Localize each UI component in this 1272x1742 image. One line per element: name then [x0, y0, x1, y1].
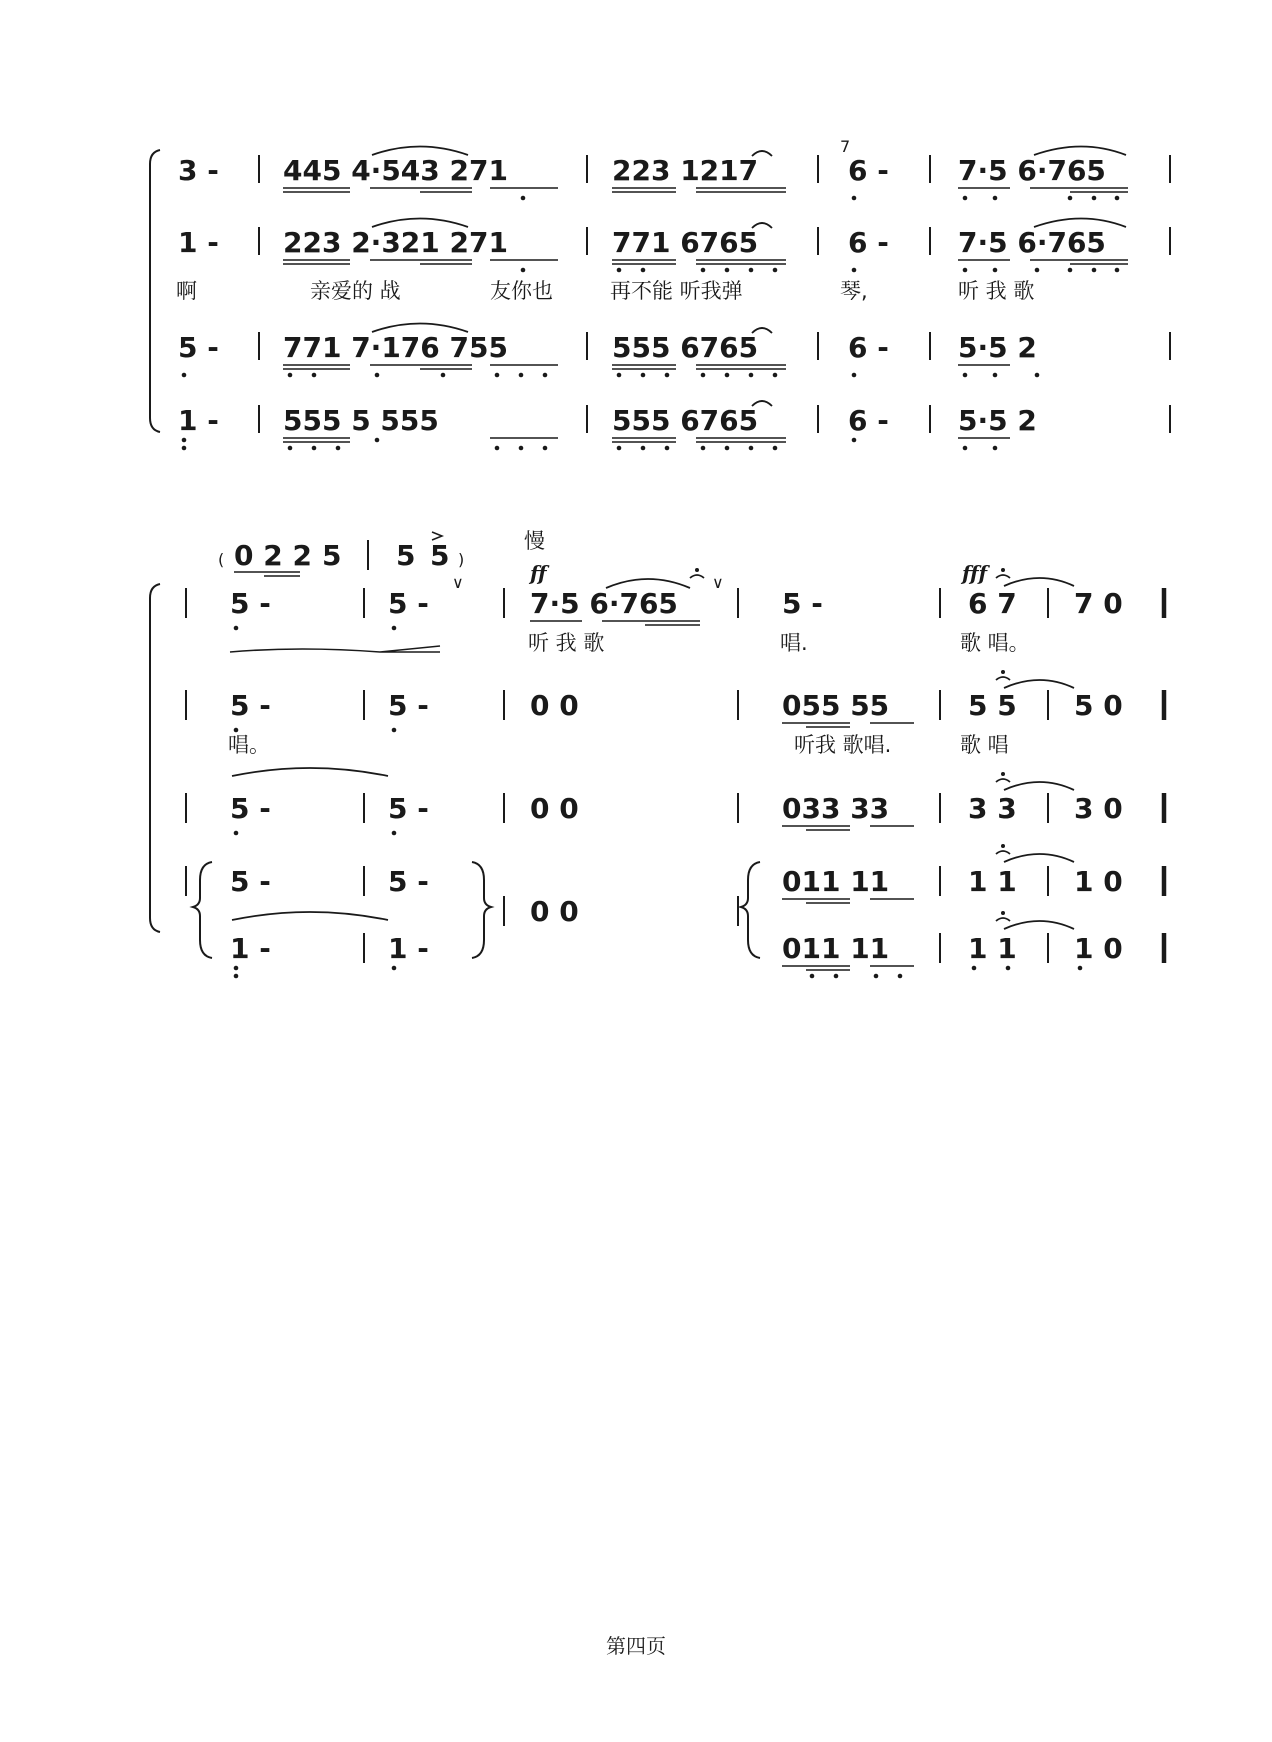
measure-1: 3 - — [178, 154, 219, 187]
measure-3: 7·5 6·765 — [530, 587, 678, 620]
lyrics-soprano-2 — [528, 631, 1030, 655]
cue-paren-open: ( — [218, 550, 225, 569]
slurs — [232, 851, 1074, 929]
measure-4: 055 55 — [782, 689, 890, 722]
cue-note-accent: 5 — [430, 539, 450, 572]
measure-3: 0 0 — [530, 792, 579, 825]
lyric: 歌 唱 — [960, 733, 1009, 757]
octave-dots — [182, 373, 1040, 378]
octave-dots — [234, 844, 1083, 978]
brace-right — [472, 862, 491, 958]
lyric: 再不能 听我弹 — [610, 279, 743, 303]
breath-mark: ∨ — [452, 573, 464, 592]
lyric: 歌 唱。 — [960, 631, 1030, 655]
lyrics-alto-2 — [228, 733, 1009, 757]
measure-1: 5 - — [230, 689, 271, 722]
measure-3: 555 6765 — [612, 404, 759, 437]
measure-3: 223 1217 — [612, 154, 759, 187]
underlines — [283, 260, 1128, 264]
measure-4: 011 11 — [782, 865, 890, 898]
octave-dots — [521, 268, 1120, 273]
measure-4-lower: 011 11 — [782, 932, 890, 965]
measure-1: 5 - — [230, 865, 271, 898]
measure-6-lower: 1 0 — [1074, 932, 1123, 965]
measure-6: 3 0 — [1074, 792, 1123, 825]
lyric: 听我 歌唱. — [794, 733, 892, 757]
cue-note: 5 — [322, 539, 342, 572]
measure-6: 5 0 — [1074, 689, 1123, 722]
measure-1: 1 - — [178, 404, 219, 437]
underlines — [782, 723, 914, 727]
measure-4: 6 - — [848, 154, 889, 187]
lyric: 听 我 歌 — [528, 631, 605, 655]
alto-staff-1 — [178, 219, 1128, 273]
measure-2-lower: 1 - — [388, 932, 429, 965]
bass-staff-1 — [178, 401, 1037, 450]
dynamic-fff: fff — [962, 561, 988, 585]
slurs — [232, 768, 1074, 790]
cue-paren-close: ) — [458, 550, 465, 569]
measure-4: 5 - — [782, 587, 823, 620]
octave-dots — [182, 438, 998, 451]
slurs — [996, 677, 1074, 688]
page-number: 第四页 — [606, 1634, 666, 1658]
measure-3: 0 0 — [530, 895, 579, 928]
measure-5: 7·5 6·765 — [958, 154, 1106, 187]
measure-2: 555 5 555 — [283, 404, 439, 437]
measure-4: 6 - — [848, 226, 889, 259]
measure-2: 5 - — [388, 792, 429, 825]
tenor-staff-1 — [178, 324, 1039, 378]
system-2 — [150, 529, 1164, 978]
measure-1-lower: 1 - — [230, 932, 271, 965]
system-1-bracket — [150, 150, 160, 432]
measure-5: 6 7 — [968, 587, 1017, 620]
cue-note: 5 — [396, 539, 416, 572]
brace-right-section — [741, 862, 760, 958]
measure-5: 5·5 2 — [958, 331, 1037, 364]
extension-line — [230, 646, 440, 652]
lyric: 啊 — [176, 279, 197, 303]
soprano-staff-1 — [178, 137, 1128, 200]
measure-5: 3 3 — [968, 792, 1017, 825]
lyric: 亲爱的 战 — [310, 279, 401, 303]
measure-1: 5 - — [230, 792, 271, 825]
measure-5: 5 5 — [968, 689, 1017, 722]
measure-2: 5 - — [388, 689, 429, 722]
measure-5: 7·5 6·765 — [958, 226, 1106, 259]
measure-3: 555 6765 — [612, 331, 759, 364]
measure-2: 445 4·543 271 — [283, 154, 508, 187]
tempo-marking: 慢 — [524, 529, 545, 553]
bass-staff-2 — [193, 844, 1123, 978]
measure-2: 5 - — [388, 865, 429, 898]
measure-4: 6 - — [848, 331, 889, 364]
underlines — [283, 438, 1010, 442]
measure-3: 771 6765 — [612, 226, 759, 259]
lyric: 听 我 歌 — [958, 279, 1035, 303]
underlines — [283, 188, 1128, 192]
cue-group: 0 2 2 — [234, 539, 312, 572]
underlines — [283, 365, 1010, 369]
lyric: 唱。 — [228, 733, 270, 757]
measure-6: 1 0 — [1074, 865, 1123, 898]
brace-left — [193, 862, 212, 958]
grace-note: 7 — [840, 137, 851, 156]
measure-4: 6 - — [848, 404, 889, 437]
cue-notes — [218, 532, 464, 576]
measure-1: 1 - — [178, 226, 219, 259]
measure-4: 033 33 — [782, 792, 890, 825]
dynamic-ff: ff — [530, 561, 547, 585]
measure-1: 5 - — [230, 587, 271, 620]
system-1 — [150, 137, 1170, 450]
measure-5-lower: 1 1 — [968, 932, 1017, 965]
measure-3: 0 0 — [530, 689, 579, 722]
measure-1: 5 - — [178, 331, 219, 364]
octave-dots — [521, 196, 1120, 201]
underlines — [782, 826, 914, 830]
measure-6: 7 0 — [1074, 587, 1123, 620]
measure-2: 223 2·321 271 — [283, 226, 508, 259]
breath-mark: ∨ — [712, 573, 724, 592]
measure-5: 1 1 — [968, 865, 1017, 898]
lyric: 琴, — [840, 279, 868, 303]
lyrics-system-1 — [176, 279, 1034, 303]
measure-5: 5·5 2 — [958, 404, 1037, 437]
measure-2: 771 7·176 755 — [283, 331, 508, 364]
lyric: 唱. — [780, 631, 808, 655]
measure-2: 5 - — [388, 587, 429, 620]
lyric: 友你也 — [490, 279, 553, 303]
underlines — [530, 621, 700, 625]
system-2-bracket — [150, 584, 160, 932]
